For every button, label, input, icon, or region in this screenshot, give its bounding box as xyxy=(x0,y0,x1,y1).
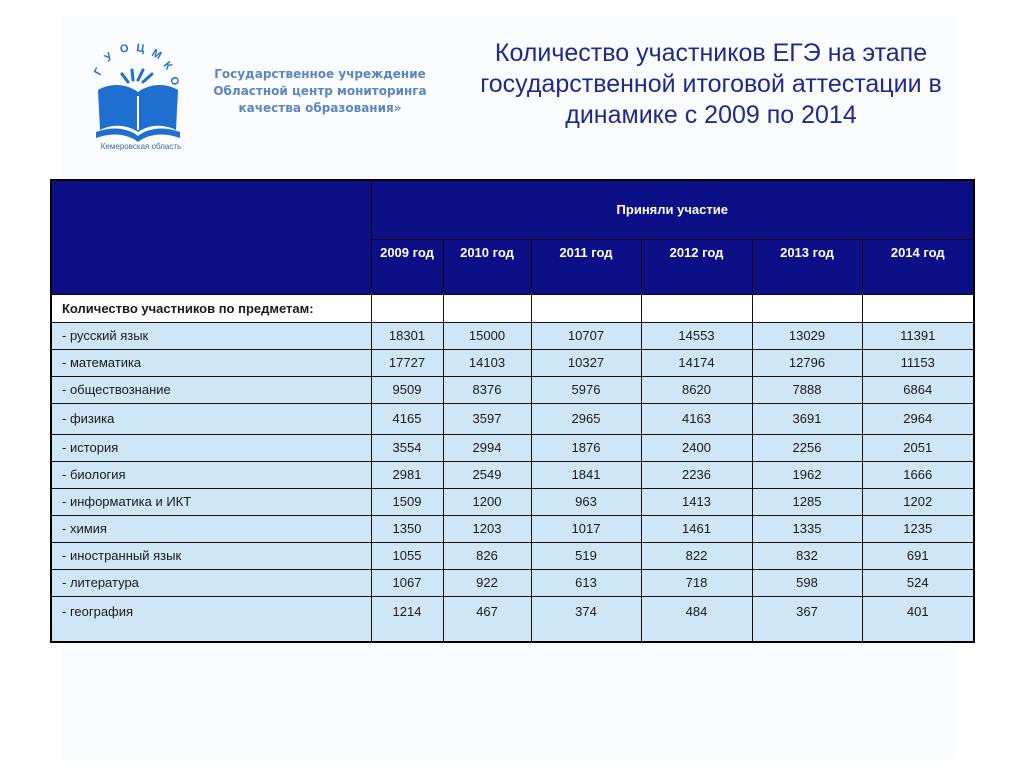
value-cell: 922 xyxy=(443,569,531,596)
value-cell: 3691 xyxy=(752,403,862,434)
value-cell: 6864 xyxy=(862,376,974,403)
value-cell: 1666 xyxy=(862,461,974,488)
value-cell: 15000 xyxy=(443,322,531,349)
year-header: 2010 год xyxy=(443,239,531,294)
value-cell: 10707 xyxy=(531,322,641,349)
value-cell: 17727 xyxy=(371,349,443,376)
organization-name xyxy=(204,66,436,117)
subject-cell: - химия xyxy=(51,515,371,542)
value-cell: 1876 xyxy=(531,434,641,461)
value-cell: 2964 xyxy=(862,403,974,434)
value-cell: 5976 xyxy=(531,376,641,403)
value-cell: 13029 xyxy=(752,322,862,349)
year-header: 2011 год xyxy=(531,239,641,294)
table-row xyxy=(51,542,974,569)
logo-region-label: Кемеровская область xyxy=(100,142,182,151)
table-row xyxy=(51,376,974,403)
subject-cell: - история xyxy=(51,434,371,461)
value-cell: 1055 xyxy=(371,542,443,569)
value-cell: 2400 xyxy=(641,434,752,461)
table-row xyxy=(51,515,974,542)
subject-cell: - обществознание xyxy=(51,376,371,403)
table-row xyxy=(51,349,974,376)
value-cell: 3597 xyxy=(443,403,531,434)
value-cell: 1285 xyxy=(752,488,862,515)
value-cell: 1350 xyxy=(371,515,443,542)
organization-name-line: качества образования» xyxy=(238,101,402,115)
table-row xyxy=(51,596,974,642)
value-cell: 2981 xyxy=(371,461,443,488)
value-cell: 1962 xyxy=(752,461,862,488)
table-row xyxy=(51,322,974,349)
value-cell: 1067 xyxy=(371,569,443,596)
table-row xyxy=(51,569,974,596)
value-cell: 14174 xyxy=(641,349,752,376)
value-cell: 18301 xyxy=(371,322,443,349)
value-cell: 718 xyxy=(641,569,752,596)
value-cell: 1413 xyxy=(641,488,752,515)
year-header: 2013 год xyxy=(752,239,862,294)
value-cell: 10327 xyxy=(531,349,641,376)
subject-cell: - литература xyxy=(51,569,371,596)
header-corner-cell xyxy=(51,180,371,294)
value-cell: 691 xyxy=(862,542,974,569)
participants-table xyxy=(50,179,975,643)
organization-name-line: Государственное учреждение xyxy=(214,67,426,81)
value-cell: 374 xyxy=(531,596,641,642)
value-cell: 3554 xyxy=(371,434,443,461)
value-cell: 2549 xyxy=(443,461,531,488)
value-cell: 1335 xyxy=(752,515,862,542)
value-cell: 519 xyxy=(531,542,641,569)
value-cell: 1509 xyxy=(371,488,443,515)
year-header: 2009 год xyxy=(371,239,443,294)
table-row xyxy=(51,434,974,461)
value-cell: 11153 xyxy=(862,349,974,376)
value-cell: 2256 xyxy=(752,434,862,461)
value-cell: 12796 xyxy=(752,349,862,376)
table-header-row xyxy=(51,180,974,239)
table-row xyxy=(51,461,974,488)
subject-cell: - математика xyxy=(51,349,371,376)
year-header: 2014 год xyxy=(862,239,974,294)
value-cell: 613 xyxy=(531,569,641,596)
value-cell: 484 xyxy=(641,596,752,642)
value-cell: 1202 xyxy=(862,488,974,515)
value-cell: 963 xyxy=(531,488,641,515)
value-cell: 8620 xyxy=(641,376,752,403)
book-logo-icon xyxy=(88,40,198,158)
subject-cell: - физика xyxy=(51,403,371,434)
value-cell: 2994 xyxy=(443,434,531,461)
value-cell: 1461 xyxy=(641,515,752,542)
value-cell: 9509 xyxy=(371,376,443,403)
value-cell: 401 xyxy=(862,596,974,642)
value-cell: 2051 xyxy=(862,434,974,461)
page-title xyxy=(452,38,970,131)
value-cell: 524 xyxy=(862,569,974,596)
value-cell: 14553 xyxy=(641,322,752,349)
value-cell: 1200 xyxy=(443,488,531,515)
value-cell: 8376 xyxy=(443,376,531,403)
page-title-line: Количество участников ЕГЭ на этапе xyxy=(494,39,928,67)
year-header: 2012 год xyxy=(641,239,752,294)
svg-text:У: У xyxy=(102,50,116,65)
section-row xyxy=(51,294,974,322)
value-cell: 11391 xyxy=(862,322,974,349)
value-cell: 4163 xyxy=(641,403,752,434)
value-cell: 367 xyxy=(752,596,862,642)
svg-text:О: О xyxy=(118,42,131,56)
value-cell: 4165 xyxy=(371,403,443,434)
subject-cell: - география xyxy=(51,596,371,642)
value-cell: 1214 xyxy=(371,596,443,642)
page-title-line: динамике с 2009 по 2014 xyxy=(565,101,857,129)
value-cell: 598 xyxy=(752,569,862,596)
svg-text:М: М xyxy=(149,47,164,63)
value-cell: 2965 xyxy=(531,403,641,434)
organization-name-line: Областной центр мониторинга xyxy=(213,84,427,98)
svg-text:Г: Г xyxy=(92,66,106,78)
subject-cell: - иностранный язык xyxy=(51,542,371,569)
value-cell: 2236 xyxy=(641,461,752,488)
table-row xyxy=(51,403,974,434)
svg-text:Ц: Ц xyxy=(135,42,146,56)
value-cell: 826 xyxy=(443,542,531,569)
section-label: Количество участников по предметам: xyxy=(51,294,371,322)
value-cell: 467 xyxy=(443,596,531,642)
value-cell: 822 xyxy=(641,542,752,569)
table-row xyxy=(51,488,974,515)
value-cell: 832 xyxy=(752,542,862,569)
subject-cell: - русский язык xyxy=(51,322,371,349)
value-cell: 14103 xyxy=(443,349,531,376)
value-cell: 7888 xyxy=(752,376,862,403)
subject-cell: - биология xyxy=(51,461,371,488)
value-cell: 1235 xyxy=(862,515,974,542)
svg-text:К: К xyxy=(160,59,175,73)
page-title-line: государственной итоговой аттестации в xyxy=(480,70,942,98)
subject-cell: - информатика и ИКТ xyxy=(51,488,371,515)
value-cell: 1841 xyxy=(531,461,641,488)
group-header: Приняли участие xyxy=(371,180,974,239)
svg-text:О: О xyxy=(167,75,182,88)
value-cell: 1017 xyxy=(531,515,641,542)
value-cell: 1203 xyxy=(443,515,531,542)
